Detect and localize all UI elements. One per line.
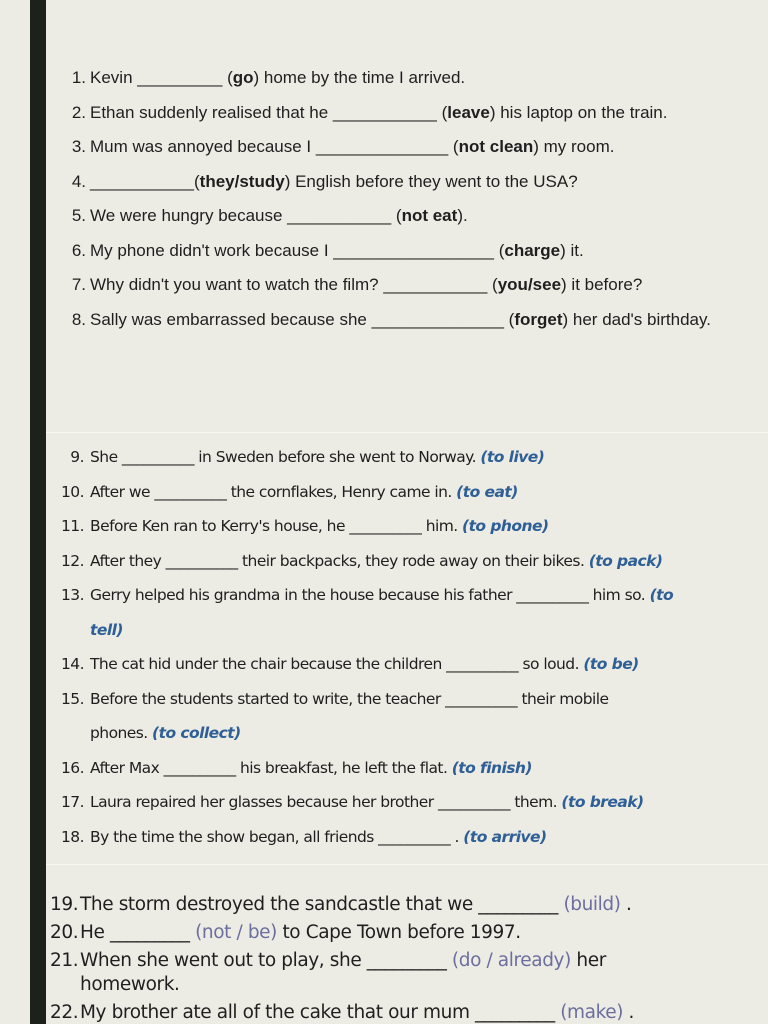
item-text: ___________( <box>90 171 200 191</box>
exercise-item <box>0 310 711 330</box>
item-text: After Max __________ his breakfast, he left the flat. <box>90 758 452 777</box>
verb-cue: (to <box>649 586 674 604</box>
verb-cue: (to eat) <box>456 482 518 501</box>
verb-cue: not eat <box>401 206 458 225</box>
exercise-item-continued <box>80 974 180 995</box>
verb-cue: (to live) <box>480 448 545 466</box>
item-text: Before the students started to write, the teacher __________ their mobile <box>90 689 609 708</box>
exercise-item <box>0 922 521 943</box>
verb-cue: (to phone) <box>462 517 549 535</box>
verb-cue: (to arrive) <box>463 827 547 846</box>
item-text: My brother ate all of the cake that our mum _________ <box>80 1002 561 1023</box>
item-text-end: ) it before? <box>561 275 643 294</box>
item-text-end: her <box>570 950 606 971</box>
item-text: Gerry helped his grandma in the house because his father __________ him so. <box>90 586 650 604</box>
item-number: 19. <box>50 894 79 915</box>
exercise-item <box>0 483 518 501</box>
verb-cue: (make) <box>560 1002 624 1023</box>
verb-cue: charge <box>504 240 561 260</box>
item-text: She __________ in Sweden before she went to Norway. <box>90 448 481 466</box>
item-text: Laura repaired her glasses because her brother __________ them. <box>90 793 562 811</box>
verb-cue: (not / be) <box>195 922 277 943</box>
item-text-end: ) English before they went to the USA? <box>284 171 578 191</box>
item-text: He _________ <box>80 922 196 943</box>
item-text-end: . <box>620 894 632 915</box>
exercise-item-continued <box>90 621 123 639</box>
verb-cue: leave <box>447 102 490 122</box>
item-text-end: . <box>623 1002 634 1023</box>
exercise-item <box>0 950 606 971</box>
exercise-item <box>0 759 532 777</box>
item-text: We were hungry because ___________ ( <box>90 206 402 225</box>
exercise-item <box>0 172 578 192</box>
exercise-item <box>0 828 547 846</box>
verb-cue: (to pack) <box>588 551 663 570</box>
verb-cue: not clean <box>458 137 534 156</box>
item-number: 7. <box>71 275 86 294</box>
item-text-end: ) my room. <box>533 137 615 156</box>
item-number: 15. <box>60 689 84 708</box>
verb-cue: (to finish) <box>451 758 532 777</box>
item-number: 2. <box>71 102 86 122</box>
item-number: 3. <box>71 137 86 156</box>
exercise-item <box>0 206 468 226</box>
item-number: 9. <box>70 448 84 466</box>
section-divider <box>46 432 768 433</box>
item-text: My phone didn't work because I _________________ ( <box>90 240 505 260</box>
item-text-end: ). <box>457 206 468 225</box>
item-number: 4. <box>71 171 86 191</box>
exercise-item <box>0 586 673 604</box>
verb-cue: forget <box>514 309 563 329</box>
item-text: Before Ken ran to Kerry's house, he __________ him. <box>90 517 463 535</box>
item-text: Ethan suddenly realised that he ___________ ( <box>90 102 448 122</box>
exercise-item <box>0 517 548 535</box>
exercise-item <box>0 68 465 88</box>
exercise-item <box>0 655 639 673</box>
item-text: The storm destroyed the sandcastle that we _________ <box>80 894 564 915</box>
item-text: Why didn't you want to watch the film? ___________ ( <box>90 275 498 294</box>
item-text-end: ) it. <box>560 240 584 260</box>
item-number: 21. <box>50 950 79 971</box>
item-text: phones. <box>90 724 153 742</box>
item-number: 6. <box>71 240 86 260</box>
item-number: 12. <box>60 551 84 570</box>
verb-cue: go <box>232 68 254 87</box>
item-text: After they __________ their backpacks, they rode away on their bikes. <box>90 551 589 570</box>
exercise-item <box>0 793 644 811</box>
verb-cue: (to be) <box>583 655 639 673</box>
item-number: 16. <box>60 758 84 777</box>
exercise-item <box>0 103 668 123</box>
item-text-end: ) home by the time I arrived. <box>253 68 466 87</box>
item-number: 8. <box>71 309 86 329</box>
item-text: When she went out to play, she _________ <box>80 950 452 971</box>
item-text-end: ) his laptop on the train. <box>489 102 668 122</box>
item-text-end: to Cape Town before 1997. <box>276 922 521 943</box>
exercise-item <box>0 552 662 570</box>
item-number: 20. <box>50 922 79 943</box>
verb-cue: (to collect) <box>152 724 241 742</box>
item-number: 5. <box>71 206 86 225</box>
verb-cue: (do / already) <box>451 950 571 971</box>
item-text: homework. <box>80 974 180 995</box>
exercise-item <box>0 137 614 157</box>
item-number: 18. <box>60 827 84 846</box>
item-number: 17. <box>60 793 84 811</box>
item-text: Sally was embarrassed because she ______________ ( <box>90 309 515 329</box>
verb-cue: you/see <box>497 275 562 294</box>
verb-cue: they/study <box>199 171 285 191</box>
item-text: By the time the show began, all friends __________ . <box>90 827 464 846</box>
exercise-item <box>0 275 642 295</box>
exercise-item <box>0 241 584 261</box>
item-text-end: ) her dad's birthday. <box>562 309 711 329</box>
exercise-item <box>0 690 609 708</box>
verb-cue: (build) <box>563 894 621 915</box>
item-text: The cat hid under the chair because the children __________ so loud. <box>90 655 584 673</box>
exercise-item <box>0 448 544 466</box>
item-text: Kevin _________ ( <box>90 68 233 87</box>
exercise-item-continued <box>90 724 241 742</box>
item-text: After we __________ the cornflakes, Henry came in. <box>90 482 457 501</box>
item-number: 11. <box>60 517 84 535</box>
item-number: 22. <box>50 1002 79 1023</box>
exercise-item <box>0 894 632 915</box>
item-number: 13. <box>60 586 84 604</box>
section-divider <box>46 864 768 865</box>
item-number: 10. <box>60 482 84 501</box>
item-number: 1. <box>71 68 86 87</box>
exercise-item <box>0 1002 634 1023</box>
verb-cue: tell) <box>90 620 123 639</box>
item-text: Mum was annoyed because I ______________ ( <box>90 137 459 156</box>
item-number: 14. <box>60 655 84 673</box>
verb-cue: (to break) <box>561 793 644 811</box>
